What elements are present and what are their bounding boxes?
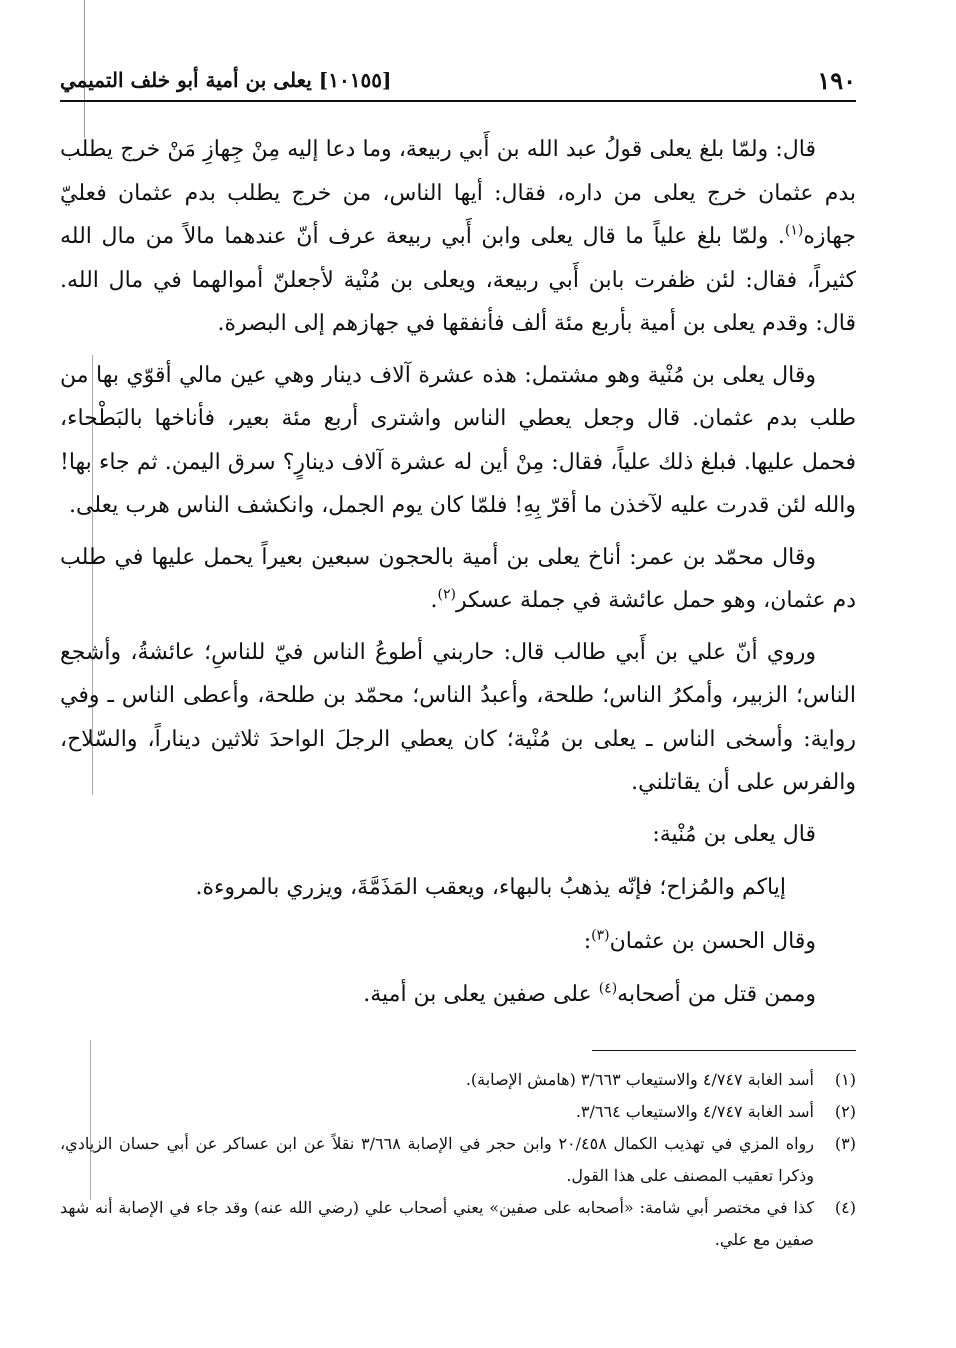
footnote-rule (592, 1050, 856, 1051)
punctuation: . (430, 588, 438, 613)
footnotes (60, 1064, 856, 1256)
footnote-number: (١) (834, 1070, 856, 1089)
page-number: ١٩٠ (817, 66, 856, 95)
footnote-text: أسد الغابة ٤/٧٤٧ والاستيعاب ٣/٦٦٤. (575, 1102, 814, 1121)
footnote-number: (٤) (834, 1198, 856, 1217)
footnote (60, 1064, 856, 1096)
footnote-text: أسد الغابة ٤/٧٤٧ والاستيعاب ٣/٦٦٣ (هامش الإصابة). (465, 1070, 814, 1089)
main-text (60, 128, 856, 1017)
footnote-ref: (٢) (437, 586, 456, 603)
paragraph: وروي أنّ علي بن أَبي طالب قال: حاربني أطوعُ الناس فيّ للناسِ؛ عائشةُ، وأشجع الناس؛ الزبير، وأمكرُ الناس؛ طلحة، وأعبدُ الناس؛ محمّد بن طلحة، وأعطى الناس ـ وفي رواية: وأسخى الناس ـ يعلى بن مُنْية؛ كان يعطي الرجلَ الواحدَ ثلاثين ديناراً، والسّلاح، والفرس على أن يقاتلني. (60, 639, 856, 795)
verse-text: وممن قتل من أصحابه (617, 982, 816, 1007)
footnote-text: كذا في مختصر أبي شامة: «أصحابه على صفين» يعني أصحاب علي (رضي الله عنه) وقد جاء في الإصابة أنه شهد صفين مع علي. (60, 1198, 814, 1249)
footnote (60, 1096, 856, 1128)
paragraph-text: قال: ولمّا بلغ يعلى قولُ عبد الله بن أَبي ربيعة، وما دعا إليه مِنْ جِهازِ مَنْ خرج يطلب بدم عثمان خرج يعلى من داره، فقال: أيها الناس، من خرج يطلب بدم عثمان فعليّ جهازه (60, 137, 856, 249)
verse-text: وقال الحسن بن عثمان (609, 928, 816, 954)
footnote-number: (٣) (834, 1134, 856, 1153)
paragraph: وقال يعلى بن مُنْية وهو مشتمل: هذه عشرة آلاف دينار وهي عين مالي أقوّي بها من طلب بدم عثمان. قال وجعل يعطي الناس واشترى أربع مئة بعير، فأناخها بالبَطْحاء، فحمل عليها. فبلغ ذلك علياً، فقال: مِنْ أين له عشرة آلاف دينارٍ؟ سرق اليمن. ثم جاء بها! والله لئن قدرت عليه لآخذن ما أقرّ بِهِ! فلمّا كان يوم الجمل، وانكشف الناس هرب يعلى. (60, 362, 856, 518)
footnote-number: (٢) (834, 1102, 856, 1121)
punctuation: . (777, 224, 785, 249)
header-rule (60, 100, 856, 102)
verse-line (60, 973, 856, 1017)
punctuation: : (583, 928, 592, 954)
paragraph (60, 536, 856, 623)
paragraph (60, 128, 856, 346)
footnote-text: رواه المزي في تهذيب الكمال ٢٠/٤٥٨ وابن حجر في الإصابة ٣/٦٦٨ نقلاً عن ابن عساكر عن أبي حسان الزيادي، وذكرا تعقيب المصنف على هذا القول. (60, 1134, 815, 1185)
verse-text: على صفين يعلى بن أمية. (363, 982, 592, 1007)
footnote-ref: (٤) (598, 980, 618, 997)
footnote-ref: (٣) (591, 927, 610, 944)
running-title: [١٠١٥٥] يعلى بن أمية أبو خلف التميمي (60, 68, 392, 92)
paragraph-text: ولمّا بلغ علياً ما قال يعلى وابن أَبي ربيعة عرف أنّ عندهما مالاً من مال الله كثيراً، فقال: لئن ظفرت بابن أَبي ربيعة، ويعلى بن مُنْية لأجعلنّ أموالهما في مال الله. قال: وقدم يعلى بن أمية بأربع مئة ألف فأنفقها في جهازهم إلى البصرة. (60, 224, 856, 336)
footnote (60, 1192, 856, 1256)
paragraph-text: وقال محمّد بن عمر: أناخ يعلى بن أمية بالحجون سبعين بعيراً يحمل عليها في طلب دم عثمان، وهو حمل عائشة في جملة عسكر (60, 544, 856, 613)
verse-line (60, 920, 856, 964)
verse-line: إياكم والمُزاح؛ فإنّه يذهبُ بالبهاء، ويعقب المَذَمَّةَ، ويزري بالمروءة. (195, 875, 786, 900)
footnote-ref: (١) (784, 222, 804, 239)
verse-line: قال يعلى بن مُنْية: (652, 821, 816, 847)
footnote (60, 1128, 856, 1192)
page-header (60, 62, 856, 102)
